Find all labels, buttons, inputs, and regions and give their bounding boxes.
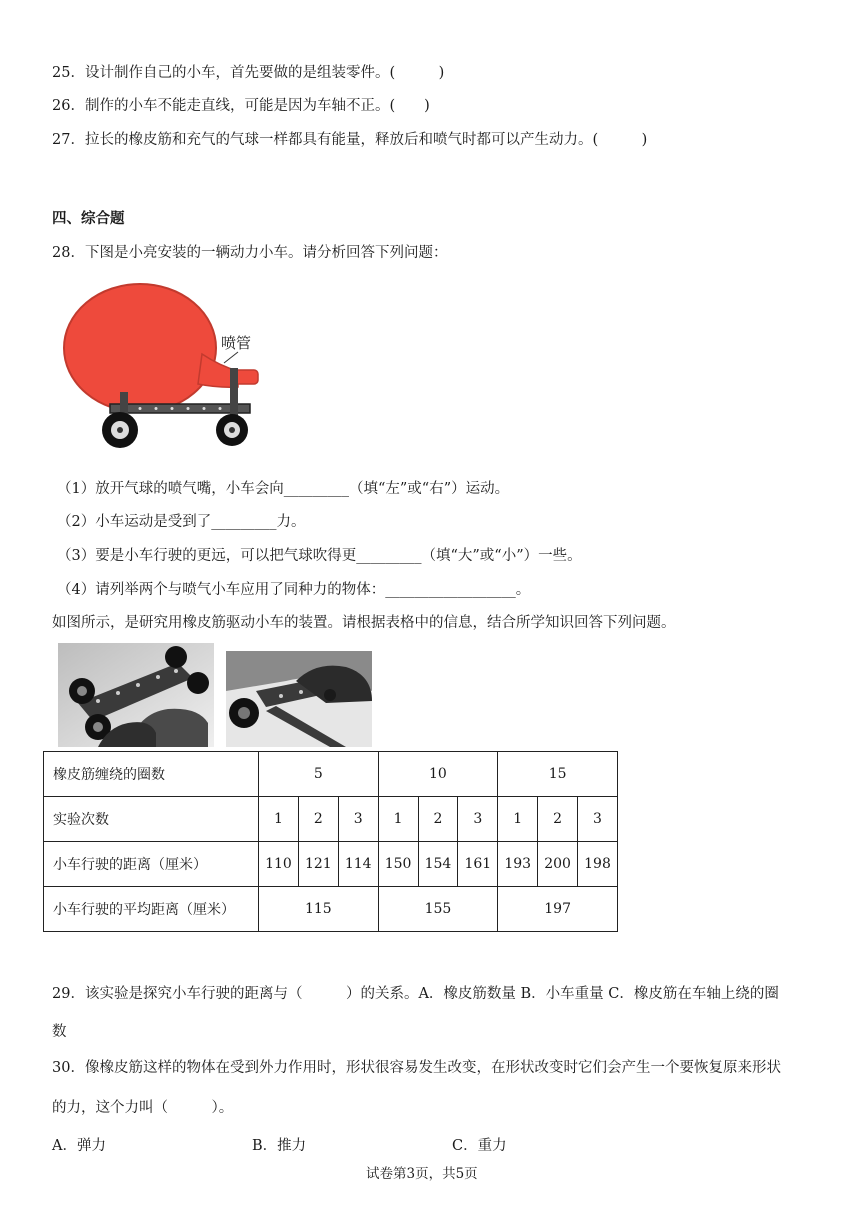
row-label-distance: 小车行驶的距离（厘米） xyxy=(44,842,259,887)
question-29-line1: 29．该实验是探究小车行驶的距离与（ ）的关系。A．橡皮筋数量 B．小车重量 C．橡皮筋在车轴上绕的圈 xyxy=(52,986,779,1002)
table-cell: 2 xyxy=(418,797,458,842)
nozzle-label: 喷管 xyxy=(221,334,252,352)
table-cell: 3 xyxy=(338,797,378,842)
sub-question-2: （2）小车运动是受到了_________力。 xyxy=(57,514,306,530)
nozzle-pointer xyxy=(224,352,238,363)
question-30-line2: 的力，这个力叫（ ）。 xyxy=(52,1100,234,1116)
sub-question-4: （4）请列举两个与喷气小车应用了同种力的物体：__________________。 xyxy=(57,582,531,598)
table-row xyxy=(44,842,618,887)
page-footer: 试卷第3页，共5页 xyxy=(366,1166,478,1182)
table-cell: 121 xyxy=(298,842,338,887)
table-cell: 15 xyxy=(498,752,618,797)
table-cell: 198 xyxy=(578,842,618,887)
table-cell: 161 xyxy=(458,842,498,887)
table-cell: 3 xyxy=(578,797,618,842)
table-cell: 3 xyxy=(458,797,498,842)
table-cell: 150 xyxy=(378,842,418,887)
table-row xyxy=(44,797,618,842)
table-cell: 5 xyxy=(259,752,379,797)
row-label-average: 小车行驶的平均距离（厘米） xyxy=(44,887,259,932)
table-row xyxy=(44,887,618,932)
table-cell: 200 xyxy=(538,842,578,887)
table-row xyxy=(44,752,618,797)
sub-question-3: （3）要是小车行驶的更远，可以把气球吹得更_________（填“大”或“小”）一些。 xyxy=(57,548,582,564)
front-wheel xyxy=(216,414,248,446)
table-cell: 1 xyxy=(259,797,299,842)
table-cell: 154 xyxy=(418,842,458,887)
rear-wheel xyxy=(102,412,138,448)
option-b: B．推力 xyxy=(252,1138,307,1154)
row-label-trials: 实验次数 xyxy=(44,797,259,842)
balloon-car-figure xyxy=(62,280,274,452)
table-cell: 1 xyxy=(498,797,538,842)
table-cell: 155 xyxy=(378,887,498,932)
experiment-table xyxy=(43,751,618,932)
row-label-turns: 橡皮筋缠绕的圈数 xyxy=(44,752,259,797)
table-cell: 193 xyxy=(498,842,538,887)
car-chassis xyxy=(110,404,250,413)
table-cell: 10 xyxy=(378,752,498,797)
sub-question-1: （1）放开气球的喷气嘴，小车会向_________（填“左”或“右”）运动。 xyxy=(57,481,510,497)
rubber-band-car-photo-2 xyxy=(226,651,372,747)
table-cell: 1 xyxy=(378,797,418,842)
rubber-band-car-photo-1 xyxy=(58,643,214,747)
option-c: C．重力 xyxy=(452,1138,507,1154)
table-cell: 115 xyxy=(259,887,379,932)
table-cell: 2 xyxy=(538,797,578,842)
balloon-shape xyxy=(64,284,216,412)
table-cell: 197 xyxy=(498,887,618,932)
table-cell: 114 xyxy=(338,842,378,887)
table-cell: 2 xyxy=(298,797,338,842)
section-title: 四、综合题 xyxy=(52,210,125,227)
question-29-line2: 数 xyxy=(52,1024,67,1040)
front-post xyxy=(230,368,238,416)
question-26: 26．制作的小车不能走直线，可能是因为车轴不正。( ) xyxy=(52,98,430,114)
table-cell: 110 xyxy=(259,842,299,887)
question-30-line1: 30．像橡皮筋这样的物体在受到外力作用时，形状很容易发生改变，在形状改变时它们会产生一个要恢复原来形状 xyxy=(52,1060,781,1076)
option-a: A．弹力 xyxy=(52,1138,106,1154)
question-25: 25．设计制作自己的小车，首先要做的是组装零件。( ) xyxy=(52,65,445,81)
rubber-band-intro: 如图所示，是研究用橡皮筋驱动小车的装置。请根据表格中的信息，结合所学知识回答下列问题。 xyxy=(52,615,676,631)
question-27: 27．拉长的橡皮筋和充气的气球一样都具有能量，释放后和喷气时都可以产生动力。( ) xyxy=(52,132,648,148)
question-28: 28．下图是小亮安装的一辆动力小车。请分析回答下列问题： xyxy=(52,245,448,261)
